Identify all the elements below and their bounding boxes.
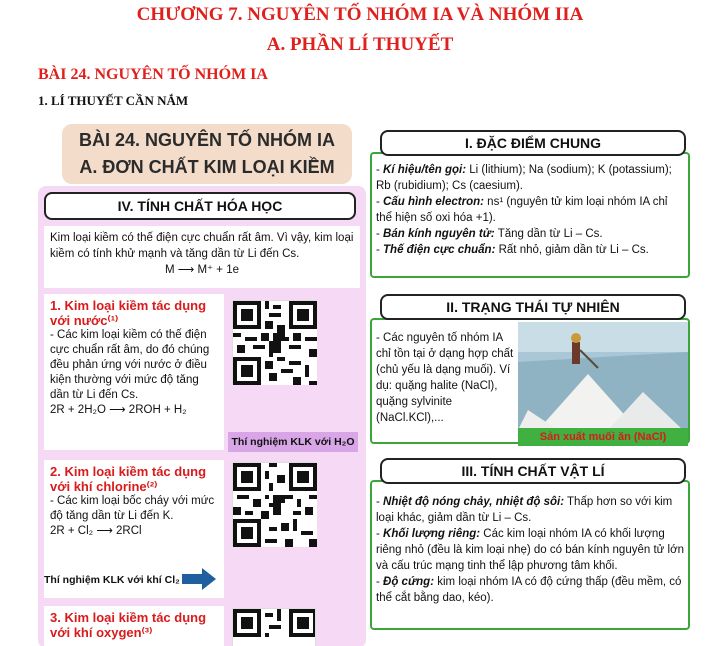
intro-text: Kim loại kiềm có thế điện cực chuẩn rất âm. Vì vậy, kim loại kiềm có tính khử mạnh và tăng dần từ Li đến Cs. <box>50 232 354 260</box>
symbol-line: - Kí hiệu/tên gọi: Li (lithium); Na (sodium); K (potassium); Rb (rubidium); Cs (caesium). <box>376 164 672 192</box>
potential-text: Rất nhỏ, giảm dần từ Li – Cs. <box>495 244 649 256</box>
salt-production-photo <box>518 322 688 430</box>
item-chlorine-equation: 2R + Cl₂ ⟶ 2RCl <box>50 525 142 537</box>
section-ii-text: - Các nguyên tố nhóm IA chỉ tồn tại ở dạng hợp chất (chủ yếu là dạng muối). Ví dụ: quặng halite (NaCl), quặng sylvinite (NaCl.KCl),... <box>376 332 514 424</box>
config-text: ns¹ (nguyên tử kim loại nhóm IA chỉ thể hiện số oxi hóa +1). <box>376 196 668 224</box>
symbol-text: Li (lithium); Na (sodium); K (potassium); Rb (rubidium); Cs (caesium). <box>376 164 672 192</box>
hardness-label: Độ cứng: <box>383 576 435 588</box>
potential-label: Thế điện cực chuẩn: <box>383 244 496 256</box>
item-chlorine-title: 2. Kim loại kiềm tác dụng với khí chlorine⁽²⁾ <box>50 464 207 494</box>
qr-code-icon <box>233 463 317 547</box>
qr-code-icon <box>233 609 316 646</box>
poster-title-line2: A. ĐƠN CHẤT KIM LOẠI KIỀM <box>79 157 335 177</box>
item-water-equation: 2R + 2H₂O ⟶ 2ROH + H₂ <box>50 404 187 416</box>
poster-title-line1: BÀI 24. NGUYÊN TỐ NHÓM IA <box>78 130 336 150</box>
melting-text: Thấp hơn so với kim loại khác, giảm dần từ Li – Cs. <box>376 496 673 524</box>
radius-line: - Bán kính nguyên tử: Tăng dần từ Li – Cs. <box>376 228 603 240</box>
section-ii-heading: II. TRẠNG THÁI TỰ NHIÊN <box>380 294 686 320</box>
config-line: - Cấu hình electron: ns¹ (nguyên tử kim loại nhóm IA chỉ thể hiện số oxi hóa +1). <box>376 196 668 224</box>
hardness-line: - Độ cứng: kim loại nhóm IA có độ cứng thấp (đều mềm, có thể cắt bằng dao, kéo). <box>376 576 682 604</box>
item-water-box <box>44 294 224 450</box>
chapter-title: CHƯƠNG 7. NGUYÊN TỐ NHÓM IA VÀ NHÓM IIA <box>136 4 584 25</box>
photo-caption: Sản xuất muối ăn (NaCl) <box>518 428 688 446</box>
poster-title-card <box>62 124 352 184</box>
qr-caption-water: Thí nghiệm KLK với H₂O <box>228 432 358 452</box>
density-text: Các kim loại nhóm IA có khối lượng riêng nhỏ (đều là kim loại nhẹ) do có bán kính nguyên tử lớn và cấu trúc mạng tinh thể lập phương tâm khối. <box>376 528 685 572</box>
section-i-text <box>376 162 686 258</box>
section-iii-heading: III. TÍNH CHẤT VẬT LÍ <box>380 458 686 484</box>
arrow-right-icon <box>182 568 216 590</box>
qr-code-oxygen[interactable] <box>232 608 316 646</box>
section-iii-text <box>376 494 686 606</box>
hardness-text: kim loại nhóm IA có độ cứng thấp (đều mềm, có thể cắt bằng dao, kéo). <box>376 576 682 604</box>
item-chlorine-text: - Các kim loại bốc cháy với mức độ tăng dần từ Li đến K. <box>50 495 215 522</box>
part-title: A. PHẦN LÍ THUYẾT <box>266 34 454 55</box>
section-i-heading: I. ĐẶC ĐIỂM CHUNG <box>380 130 686 156</box>
qr-code-chlorine[interactable] <box>232 462 316 546</box>
melting-line: - Nhiệt độ nóng chảy, nhiệt độ sôi: Thấp hơn so với kim loại khác, giảm dần từ Li – Cs. <box>376 496 673 524</box>
item-oxygen-title: 3. Kim loại kiềm tác dụng với khí oxygen⁽³⁾ <box>50 610 207 640</box>
melting-label: Nhiệt độ nóng chảy, nhiệt độ sôi: <box>383 496 565 508</box>
qr-code-water[interactable] <box>232 300 316 384</box>
item-oxygen-box <box>44 606 224 646</box>
qr-code-icon <box>233 301 317 385</box>
density-line: - Khối lượng riêng: Các kim loại nhóm IA có khối lượng riêng nhỏ (đều là kim loại nhẹ) do có bán kính nguyên tử lớn và cấu trúc mạng tinh thể lập phương tâm khối. <box>376 528 685 572</box>
section-iv-intro <box>44 226 360 288</box>
radius-text: Tăng dần từ Li – Cs. <box>494 228 603 240</box>
section-iv-heading: IV. TÍNH CHẤT HÓA HỌC <box>44 192 356 220</box>
qr-caption-chlorine: Thí nghiệm KLK với khí Cl₂ <box>44 574 180 586</box>
intro-equation: M ⟶ M⁺ + 1e <box>164 264 239 276</box>
item-water-text: - Các kim loại kiềm có thế điện cực chuẩn rất âm, do đó chúng đều phản ứng với nước ở điều kiện thường với mức độ tăng dần từ Li đến Cs. <box>50 329 210 401</box>
potential-line: - Thế điện cực chuẩn: Rất nhỏ, giảm dần từ Li – Cs. <box>376 244 649 256</box>
config-label: Cấu hình electron: <box>383 196 484 208</box>
lesson-title: BÀI 24. NGUYÊN TỐ NHÓM IA <box>38 66 268 83</box>
theory-subtitle: 1. LÍ THUYẾT CẦN NẮM <box>38 93 189 108</box>
item-water-title: 1. Kim loại kiềm tác dụng với nước⁽¹⁾ <box>50 298 207 328</box>
radius-label: Bán kính nguyên tử: <box>383 228 495 240</box>
density-label: Khối lượng riêng: <box>383 528 481 540</box>
symbol-label: Kí hiệu/tên gọi: <box>383 164 467 176</box>
